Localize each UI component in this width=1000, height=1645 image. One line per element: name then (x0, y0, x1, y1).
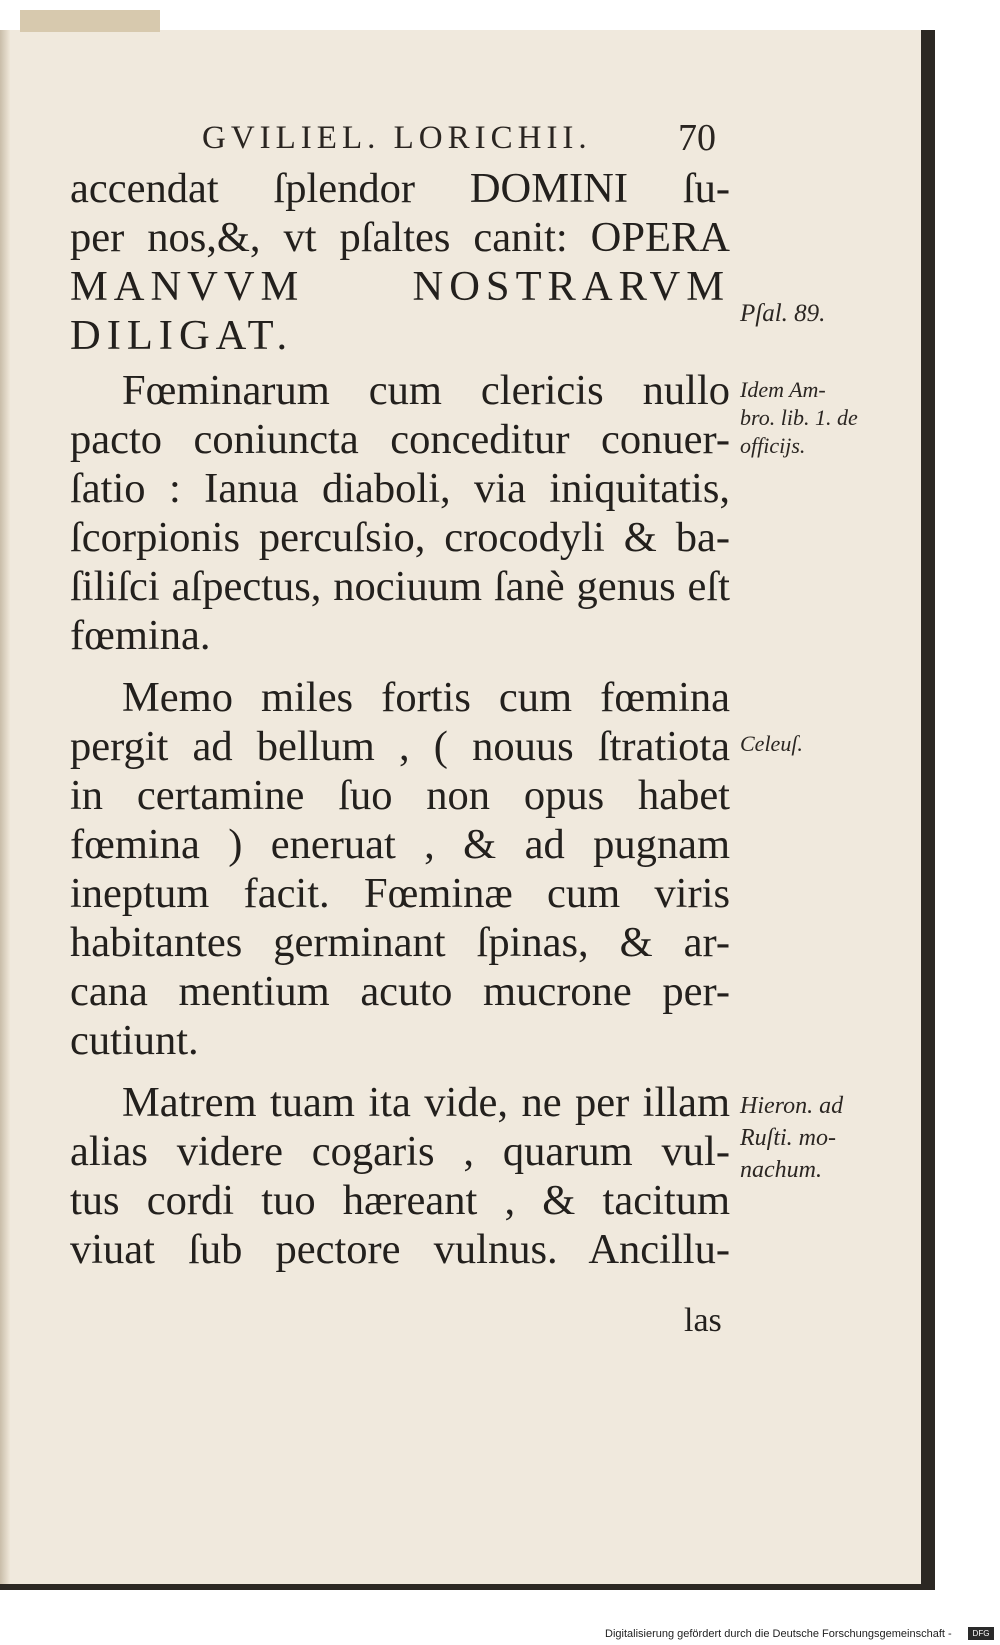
page-number: 70 (678, 117, 716, 159)
paragraph-2 (70, 366, 730, 660)
text-line: fœmina. (70, 612, 211, 659)
text-line: cutiunt. (70, 1017, 199, 1064)
text-line: DILIGAT. (70, 312, 294, 359)
text-line: alias videre cogaris , quarum vul- (70, 1128, 730, 1175)
text-line: pergit ad bellum , ( nouus ſtratiota (70, 723, 730, 770)
marginal-line: Pſal. 89. (740, 300, 826, 327)
marginal-line: Idem Am- (740, 377, 826, 402)
text-line: viuat ſub pectore vulnus. Ancillu- (70, 1226, 730, 1273)
text-line: Memo miles fortis cum fœmina (122, 674, 730, 721)
text-line: Matrem tuam ita vide, ne per illam (122, 1079, 730, 1126)
marginal-note-ambrose (740, 376, 900, 460)
paragraph-1 (70, 164, 730, 360)
text-line: Fœminarum cum clericis nullo (122, 367, 730, 414)
marginal-line: officijs. (740, 433, 806, 458)
page-header (70, 94, 720, 159)
text-line: MANVVM NOSTRARVM (70, 263, 730, 310)
digitization-credit: Digitalisierung gefördert durch die Deutsche Forschungsgemeinschaft - (605, 1628, 952, 1640)
text-line: ſatio : Ianua diaboli, via iniquitatis, (70, 465, 730, 512)
marginal-line: Celeuſ. (740, 731, 803, 756)
paragraph-3 (70, 673, 730, 1065)
text-line: pacto coniuncta conceditur conuer- (70, 416, 730, 463)
marginal-line: Ruſti. mo- (740, 1125, 836, 1151)
marginal-line: bro. lib. 1. de (740, 405, 858, 430)
text-line: in certamine ſuo non opus habet (70, 772, 730, 819)
text-line: ſcorpionis percuſsio, crocodyli & ba- (70, 514, 730, 561)
text-line: tus cordi tuo hæreant , & tacitum (70, 1177, 730, 1224)
catchword: las (684, 1302, 722, 1339)
dfg-logo: DFG (968, 1627, 994, 1640)
page-tab-strip (20, 10, 160, 32)
spine-shadow (0, 30, 10, 1584)
paragraph-4 (70, 1078, 730, 1274)
marginal-note-hieronymus (740, 1090, 900, 1186)
text-line: cana mentium acuto mucrone per- (70, 968, 730, 1015)
marginal-note-celeus (740, 730, 900, 758)
text-line: per nos,&, vt pſaltes canit: OPERA (70, 214, 730, 261)
text-line: ineptum facit. Fœminæ cum viris (70, 870, 730, 917)
running-head: GVILIEL. LORICHII. (202, 120, 592, 156)
text-line: accendat ſplendor DOMINI ſu- (70, 165, 730, 212)
marginal-line: nachum. (740, 1157, 822, 1183)
text-line: fœmina ) eneruat , & ad pugnam (70, 821, 730, 868)
text-line: ſiliſci aſpectus, nociuum ſanè genus eſt (70, 563, 730, 610)
marginal-line: Hieron. ad (740, 1093, 844, 1119)
marginal-note-psalm (740, 300, 900, 328)
text-line: habitantes germinant ſpinas, & ar- (70, 919, 730, 966)
